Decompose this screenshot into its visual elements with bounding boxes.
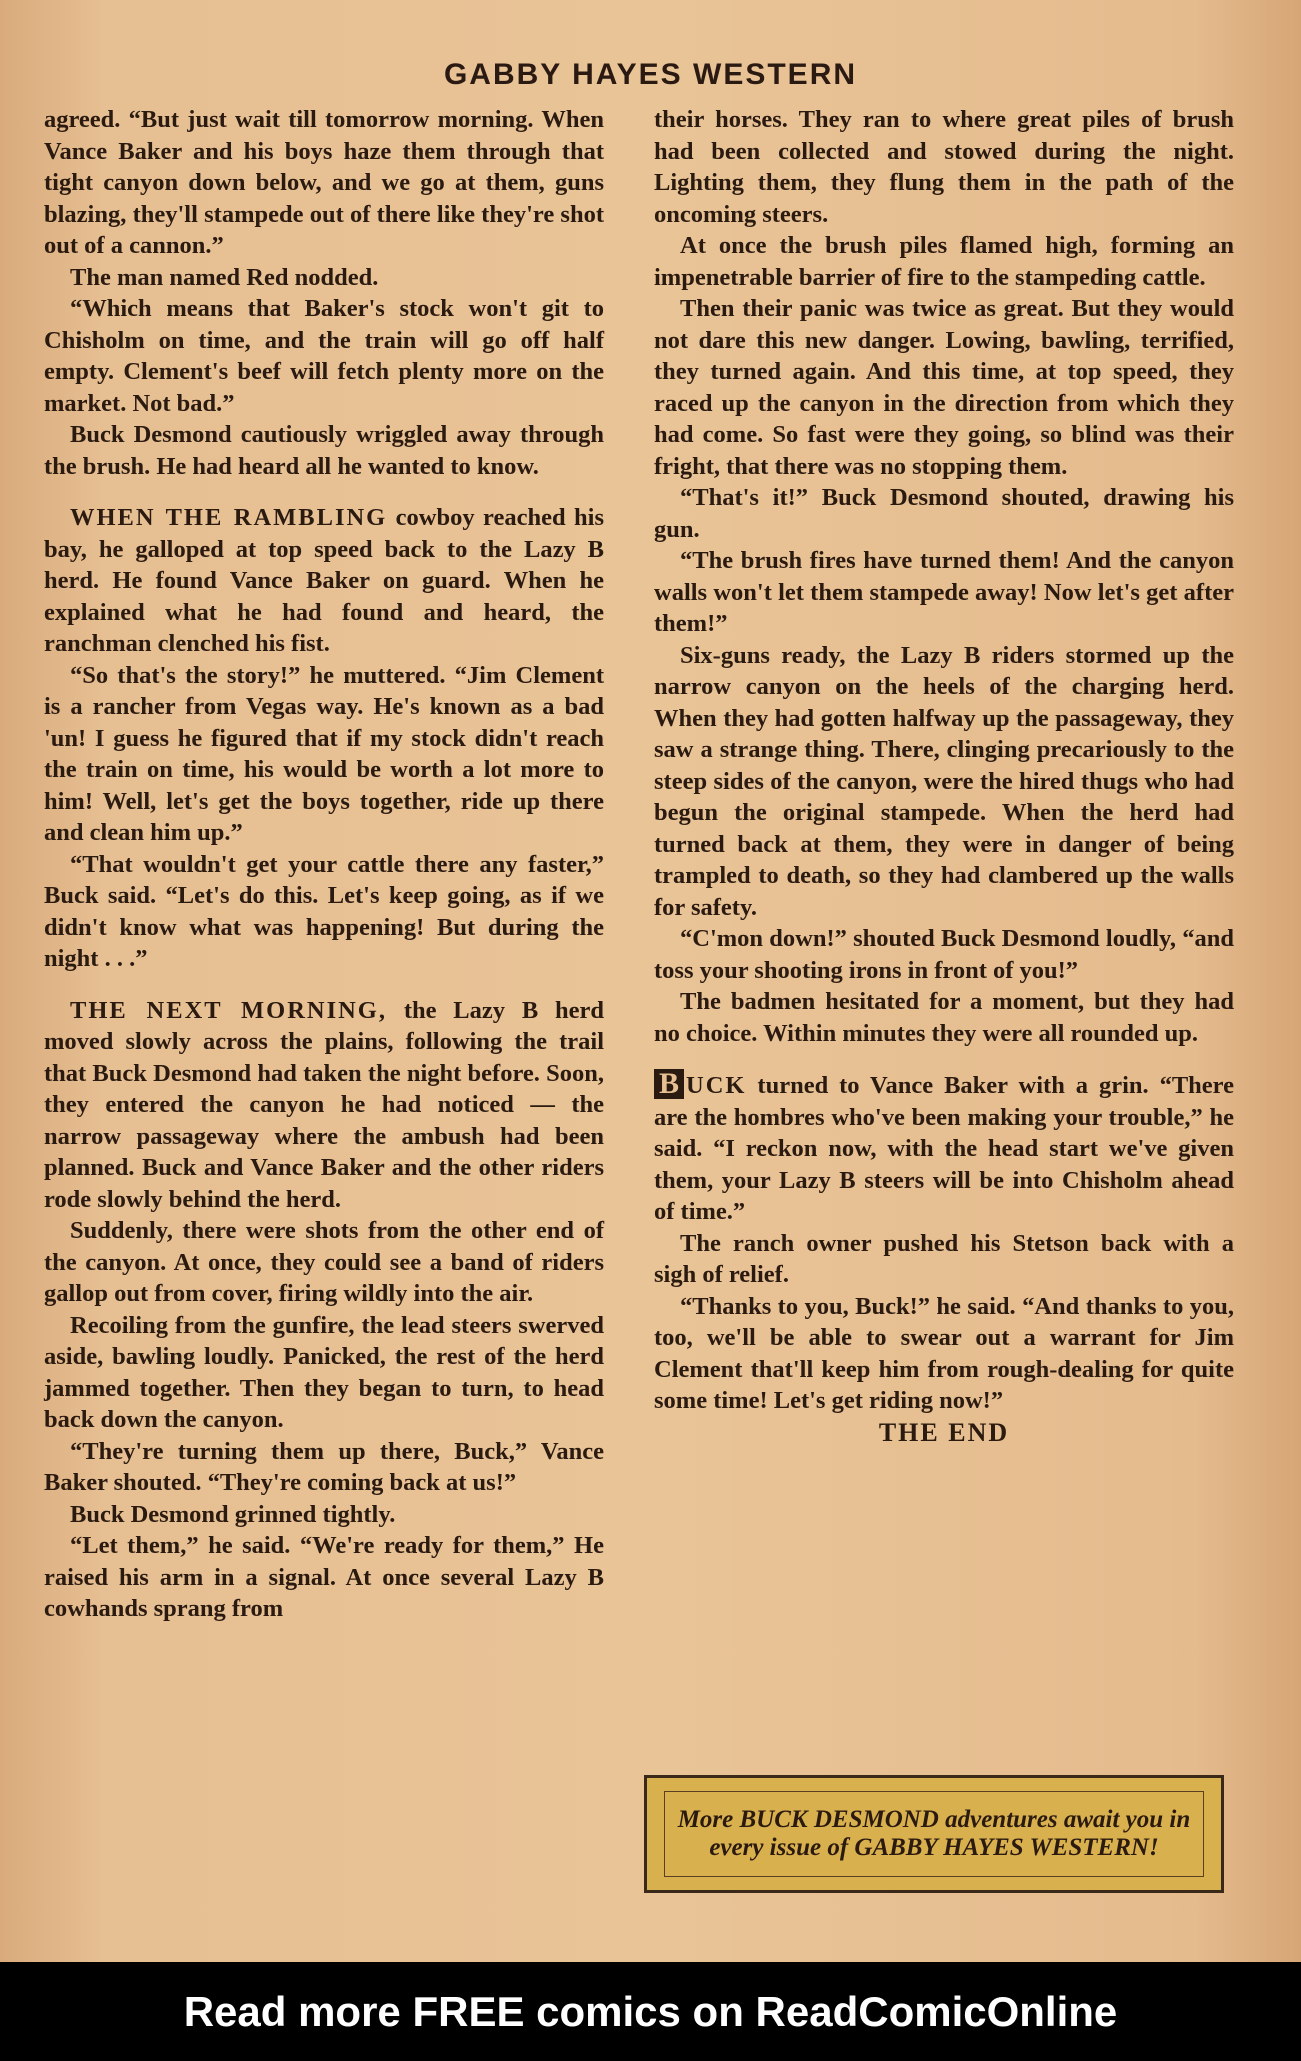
- section-lead: UCK: [686, 1072, 747, 1099]
- page-header: GABBY HAYES WESTERN: [443, 58, 858, 91]
- paragraph: Then their panic was twice as great. But they would not dare this new danger. Lowing, bawling, terrified, they turned again. And this time, at top speed, they raced up the canyon in the direction from which they had come. So fast were they going, so blind was their fright, that there was no stopping them.: [654, 295, 1234, 480]
- paragraph: The badmen hesitated for a moment, but they had no choice. Within minutes they were all rounded up.: [654, 988, 1234, 1047]
- section-paragraph: [44, 995, 604, 1216]
- paragraph: “C'mon down!” shouted Buck Desmond loudly, “and toss your shooting irons in front of you!”: [654, 925, 1234, 984]
- paragraph: Six-guns ready, the Lazy B riders stormed up the narrow canyon on the heels of the charging herd. When they had gotten halfway up the passageway, they saw a strange thing. There, clinging precariously to the steep sides of the canyon, were the hired thugs who had begun the original stampede. When the herd had turned back at them, they were in danger of being trampled to death, so they had clambered up the walls for safety.: [654, 641, 1234, 921]
- paragraph: “They're turning them up there, Buck,” Vance Baker shouted. “They're coming back at us!”: [44, 1437, 604, 1496]
- promo-text: More BUCK DESMOND adventures await you in every issue of GABBY HAYES WESTERN!: [664, 1791, 1204, 1877]
- paragraph: Recoiling from the gunfire, the lead steers swerved aside, bawling loudly. Panicked, the rest of the herd jammed together. Then they began to turn, to head back down the canyon.: [44, 1311, 604, 1433]
- section-paragraph: [654, 1069, 1234, 1228]
- paragraph: “Which means that Baker's stock won't git to Chisholm on time, and the train will go off half empty. Clement's beef will fetch plenty more on the market. Not bad.”: [44, 295, 604, 417]
- paragraph: “Let them,” he said. “We're ready for them,” He raised his arm in a signal. At once several Lazy B cowhands sprang from: [44, 1532, 604, 1622]
- paragraph: “That wouldn't get your cattle there any faster,” Buck said. “Let's do this. Let's keep going, as if we didn't know what was happening! But during the night . . .”: [44, 850, 604, 972]
- promo-box: [644, 1775, 1224, 1893]
- section-text: the Lazy B herd moved slowly across the plains, following the trail that Buck Desmond had taken the night before. Soon, they entered the canyon he had noticed — the narrow passageway where the ambush had been planned. Buck and Vance Baker and the other riders rode slowly behind the herd.: [44, 996, 605, 1213]
- section-lead: WHEN THE RAMBLING: [70, 504, 388, 531]
- drop-cap: B: [654, 1069, 684, 1099]
- paragraph: Suddenly, there were shots from the other end of the canyon. At once, they could see a band of riders gallop out from cover, firing wildly into the air.: [44, 1217, 604, 1307]
- readcomiconline-banner[interactable]: Read more FREE comics on ReadComicOnline: [0, 1962, 1301, 2061]
- paragraph: The ranch owner pushed his Stetson back with a sigh of relief.: [654, 1229, 1234, 1288]
- paragraph: “So that's the story!” he muttered. “Jim Clement is a rancher from Vegas way. He's known as a bad 'un! I guess he figured that if my stock didn't reach the train on time, his would be worth a lot more to him! Well, let's get the boys together, ride up there and clean him up.”: [44, 661, 604, 846]
- the-end-label: THE END: [878, 1417, 1010, 1447]
- section-paragraph: [44, 502, 604, 660]
- section-text: cowboy reached his bay, he galloped at top speed back to the Lazy B herd. He found Vance Baker on guard. When he explained what he had found and heard, the ranchman clenched his fist.: [44, 504, 604, 657]
- paragraph: At once the brush piles flamed high, forming an impenetrable barrier of fire to the stampeding cattle.: [654, 232, 1234, 291]
- left-column: [44, 104, 604, 1625]
- paragraph: “That's it!” Buck Desmond shouted, drawing his gun.: [654, 484, 1234, 543]
- section-lead: THE NEXT MORNING,: [70, 996, 387, 1024]
- section-text: turned to Vance Baker with a grin. “There are the hombres who've been making your trouble,” he said. “I reckon now, with the head start we've given them, your Lazy B steers will be into Chisholm ahead of time.”: [654, 1072, 1234, 1225]
- right-column: [654, 104, 1234, 1448]
- paragraph: Buck Desmond cautiously wriggled away through the brush. He had heard all he wanted to know.: [44, 421, 604, 480]
- paragraph: Buck Desmond grinned tightly.: [70, 1500, 396, 1528]
- paragraph: The man named Red nodded.: [70, 263, 379, 291]
- paragraph: “Thanks to you, Buck!” he said. “And thanks to you, too, we'll be able to swear out a warrant for Jim Clement that'll keep him from rough-dealing for quite some time! Let's get riding now!”: [654, 1292, 1234, 1414]
- paragraph: agreed. “But just wait till tomorrow morning. When Vance Baker and his boys haze them through that tight canyon down below, and we go at them, guns blazing, they'll stampede out of there like they're shot out of a cannon.”: [44, 106, 604, 259]
- paragraph: their horses. They ran to where great piles of brush had been collected and stowed during the night. Lighting them, they flung them in the path of the oncoming steers.: [654, 106, 1234, 228]
- paragraph: “The brush fires have turned them! And the canyon walls won't let them stampede away! Now let's get after them!”: [654, 547, 1234, 637]
